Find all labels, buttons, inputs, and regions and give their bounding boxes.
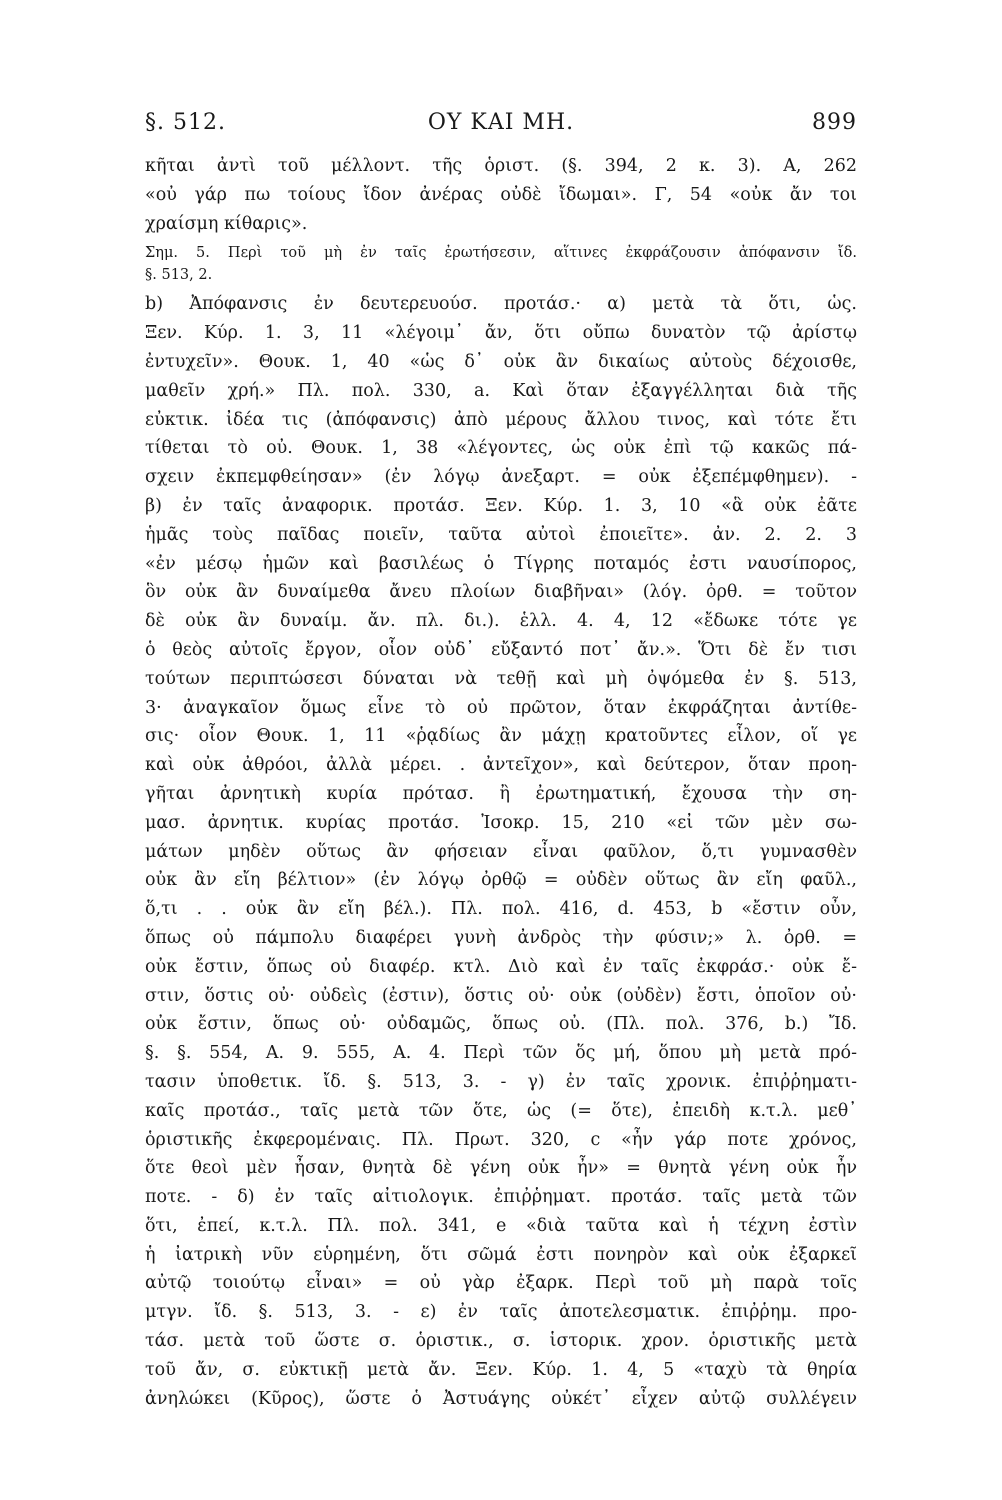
page-number: 899 <box>812 110 857 135</box>
text-line: ὁριστικῆς ἐκφερομέναις. Πλ. Πρωτ. 320, c «ἦν γάρ ποτε χρόνος, <box>145 1129 857 1150</box>
text-line: κῆται ἀντὶ τοῦ μέλλοντ. τῆς ὁριστ. (§. 394, 2 κ. 3). Α, 262 <box>145 156 857 176</box>
text-line: μασ. ἀρνητικ. κυρίας προτάσ. Ἰσοκρ. 15, 210 «εἰ τῶν μὲν σω- <box>145 812 857 833</box>
text-line: «ἐν μέσῳ ἡμῶν καὶ βασιλέως ὁ Τίγρης ποταμός ἐστι ναυσίπορος, <box>145 553 857 574</box>
text-line: ἐντυχεῖν». Θουκ. 1, 40 «ὡς δ᾿ οὐκ ἂν δικαίως αὐτοὺς δέχοισθε, <box>145 351 857 372</box>
text-line: στιν, ὅστις οὐ· οὐδεὶς (ἐστιν), ὅστις οὐ· οὐκ (οὐδὲν) ἔστι, ὁποῖον οὐ· <box>145 985 857 1006</box>
text-line: §. §. 554, Α. 9. 555, Α. 4. Περὶ τῶν ὅς μή, ὅπου μὴ μετὰ πρό- <box>145 1043 857 1064</box>
text-line: β) ἐν ταῖς ἀναφορικ. προτάσ. Ξεν. Κύρ. 1. 3, 10 «ἃ οὐκ ἐᾶτε <box>145 495 857 516</box>
text-line: αὐτῷ τοιούτῳ εἶναι» = οὐ γὰρ ἐξαρκ. Περὶ τοῦ μὴ παρὰ τοῖς <box>145 1273 857 1294</box>
text-line: ὅτε θεοὶ μὲν ἦσαν, θνητὰ δὲ γένη οὐκ ἦν» = θνητὰ γένη οὐκ ἦν <box>145 1158 857 1179</box>
main-paragraph <box>145 290 857 1413</box>
text-line: οὐκ ἔστιν, ὅπως οὐ· οὐδαμῶς, ὅπως οὐ. (Πλ. πολ. 376, b.) Ἴδ. <box>145 1014 857 1035</box>
text-line: τίθεται τὸ οὐ. Θουκ. 1, 38 «λέγοντες, ὡς οὐκ ἐπὶ τῷ κακῶς πά- <box>145 438 857 459</box>
text-line: ἡμᾶς τοὺς παῖδας ποιεῖν, ταῦτα αὐτοὶ ἐποιεῖτε». ἀν. 2. 2. 3 <box>145 524 857 545</box>
text-line: τοῦ ἄν, σ. εὐκτικῇ μετὰ ἄν. Ξεν. Κύρ. 1. 4, 5 «ταχὺ τὰ θηρία <box>145 1359 857 1380</box>
text-line: χραίσμη κίθαρις». <box>145 213 308 234</box>
text-line: ἡ ἰατρικὴ νῦν εὑρημένη, ὅτι σῶμά ἐστι πονηρὸν καὶ οὐκ ἐξαρκεῖ <box>145 1244 857 1265</box>
text-line: μαθεῖν χρή.» Πλ. πολ. 330, a. Καὶ ὅταν ἐξαγγέλληται διὰ τῆς <box>145 380 857 401</box>
footnote-line: §. 513, 2. <box>145 267 213 284</box>
text-line: 3· ἀναγκαῖον ὅμως εἶνε τὸ οὐ πρῶτον, ὅταν ἐκφράζηται ἀντίθε- <box>145 697 857 718</box>
text-line: ὅ,τι . . οὐκ ἂν εἴη βέλ.). Πλ. πολ. 416, d. 453, b «ἔστιν οὖν, <box>145 899 857 920</box>
text-line: τασιν ὑποθετικ. ἴδ. §. 513, 3. - γ) ἐν ταῖς χρονικ. ἐπιῤῥηματι- <box>145 1071 857 1092</box>
text-line: τούτων περιπτώσεσι δύναται νὰ τεθῇ καὶ μὴ ὀψόμεθα ἐν §. 513, <box>145 668 857 689</box>
text-line: ὅπως οὐ πάμπολυ διαφέρει γυνὴ ἀνδρὸς τὴν φύσιν;» λ. ὀρθ. = <box>145 927 857 948</box>
text-line: ὅτι, ἐπεί, κ.τ.λ. Πλ. πολ. 341, e «διὰ ταῦτα καὶ ἡ τέχνη ἐστὶν <box>145 1215 857 1236</box>
text-line: καὶ οὐκ ἀθρόοι, ἀλλὰ μέρει. . ἀντεῖχον», καὶ δεύτερον, ὅταν προη- <box>145 755 857 776</box>
running-header <box>145 100 857 140</box>
text-line: μάτων μηδὲν οὕτως ἂν φήσειαν εἶναι φαῦλον, ὅ,τι γυμνασθὲν <box>145 841 857 862</box>
text-line: τάσ. μετὰ τοῦ ὥστε σ. ὁριστικ., σ. ἱστορικ. χρον. ὁριστικῆς μετὰ <box>145 1331 857 1352</box>
page-title: ΟΥ ΚΑΙ ΜΗ. <box>427 110 575 135</box>
text-line: καῖς προτάσ., ταῖς μετὰ τῶν ὅτε, ὡς (= ὅτε), ἐπειδὴ κ.τ.λ. μεθ᾿ <box>145 1100 857 1121</box>
text-line: οὐκ ἔστιν, ὅπως οὐ διαφέρ. κτλ. Διὸ καὶ ἐν ταῖς ἐκφράσ.· οὐκ ἔ- <box>145 956 857 977</box>
text-line: σις· οἷον Θουκ. 1, 11 «ῥᾳδίως ἂν μάχῃ κρατοῦντες εἷλον, οἵ γε <box>145 726 857 747</box>
text-line: ποτε. - δ) ἐν ταῖς αἰτιολογικ. ἐπιῤῥηματ. προτάσ. ταῖς μετὰ τῶν <box>145 1187 857 1208</box>
section-number: §. 512. <box>145 110 226 135</box>
text-line: ἀνηλώκει (Κῦρος), ὥστε ὁ Ἀστυάγης οὐκέτ᾿ εἶχεν αὐτῷ συλλέγειν <box>145 1388 857 1409</box>
text-line: μτγν. ἴδ. §. 513, 3. - ε) ἐν ταῖς ἀποτελεσματικ. ἐπιῤῥημ. προ- <box>145 1302 857 1323</box>
text-line: ὁ θεὸς αὐτοῖς ἔργον, οἷον οὐδ᾿ εὔξαντό ποτ᾿ ἄν.». Ὅτι δὲ ἔν τισι <box>145 639 857 660</box>
text-line: b) Ἀπόφανσις ἐν δευτερευούσ. προτάσ.· α) μετὰ τὰ ὅτι, ὡς. <box>145 294 857 315</box>
book-page <box>145 100 857 1470</box>
text-line: γῆται ἀρνητικὴ κυρία πρότασ. ἢ ἐρωτηματική, ἔχουσα τὴν ση- <box>145 783 857 804</box>
text-line: οὐκ ἂν εἴη βέλτιον» (ἐν λόγῳ ὀρθῷ = οὐδὲν οὕτως ἂν εἴη φαῦλ., <box>145 870 857 891</box>
text-line: εὐκτικ. ἰδέα τις (ἀπόφανσις) ἀπὸ μέρους ἄλλου τινος, καὶ τότε ἔτι <box>145 409 857 430</box>
text-line: ὃν οὐκ ἂν δυναίμεθα ἄνευ πλοίων διαβῆναι» (λόγ. ὀρθ. = τοῦτον <box>145 582 857 603</box>
text-line: Ξεν. Κύρ. 1. 3, 11 «λέγοιμ᾿ ἄν, ὅτι οὔπω δυνατὸν τῷ ἀρίστῳ <box>145 323 857 344</box>
text-line: δὲ οὐκ ἂν δυναίμ. ἄν. πλ. δι.). ἑλλ. 4. 4, 12 «ἔδωκε τότε γε <box>145 611 857 632</box>
body-text <box>145 152 857 1413</box>
footnote-line: Σημ. 5. Περὶ τοῦ μὴ ἐν ταῖς ἐρωτήσεσιν, αἵτινες ἐκφράζουσιν ἀπόφανσιν ἴδ. <box>145 245 857 262</box>
text-line: σχειν ἐκπεμφθείησαν» (ἐν λόγῳ ἀνεξαρτ. = οὐκ ἐξεπέμφθημεν). - <box>145 467 857 488</box>
text-line: «οὐ γάρ πω τοίους ἴδον ἀνέρας οὐδὲ ἴδωμαι». Γ, 54 «οὐκ ἄν τοι <box>145 184 857 205</box>
